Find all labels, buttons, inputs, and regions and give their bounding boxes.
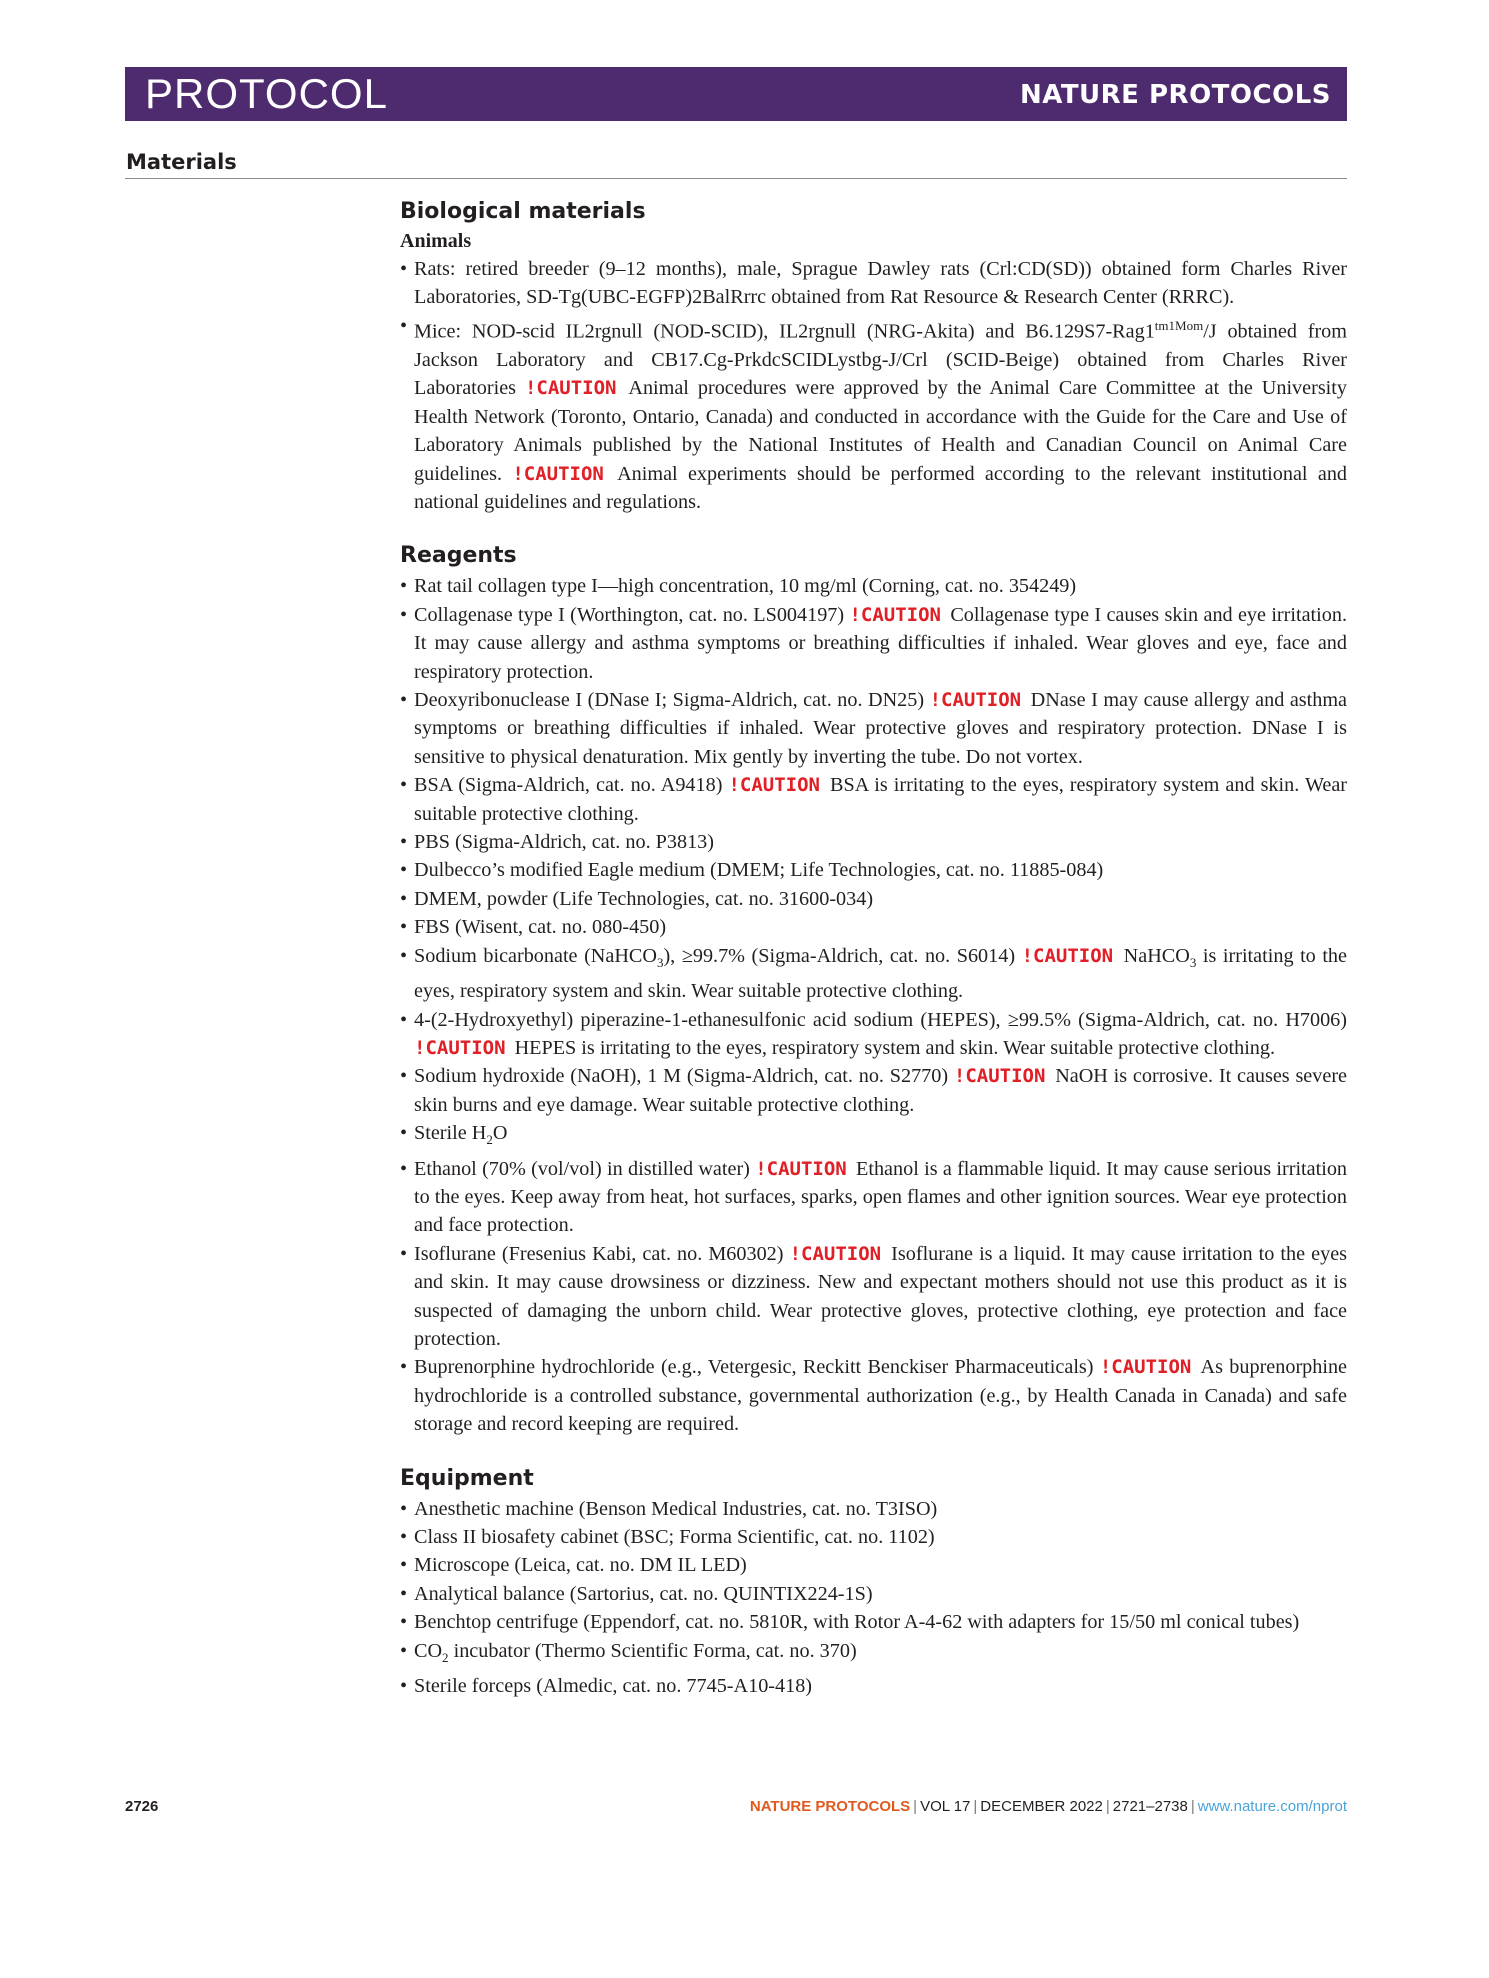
list-item: • Class II biosafety cabinet (BSC; Forma Scientific, cat. no. 1102) bbox=[400, 1523, 1347, 1551]
list-item: • FBS (Wisent, cat. no. 080-450) bbox=[400, 913, 1347, 941]
list-item: • Deoxyribonuclease I (DNase I; Sigma-Aldrich, cat. no. DN25) !CAUTION DNase I may cause allergy and asthma symptoms or breathing difficulties if inhaled. Wear protective gloves and respiratory protection. DNase I is sensitive to physical denaturation. Mix gently by inverting the tube. Do not vortex. bbox=[400, 686, 1347, 771]
list-item: • PBS (Sigma-Aldrich, cat. no. P3813) bbox=[400, 828, 1347, 856]
caution-label: !CAUTION bbox=[728, 774, 820, 797]
caution-label: !CAUTION bbox=[1021, 944, 1114, 967]
footer-volume: VOL 17 bbox=[920, 1798, 971, 1815]
list-item: • Analytical balance (Sartorius, cat. no. QUINTIX224-1S) bbox=[400, 1580, 1347, 1608]
list-item: • Sodium bicarbonate (NaHCO$_3$), ≥99.7% (Sigma-Aldrich, cat. no. S6014) !CAUTION NaHCO$_3$ is irritating to the eyes, respiratory system and skin. Wear suitable protective clothing. bbox=[400, 942, 1347, 1006]
list-item: • DMEM, powder (Life Technologies, cat. no. 31600-034) bbox=[400, 885, 1347, 913]
list-item: • Rat tail collagen type I—high concentration, 10 mg/ml (Corning, cat. no. 354249) bbox=[400, 572, 1347, 600]
reagents-list bbox=[400, 572, 1347, 1438]
list-item: • Microscope (Leica, cat. no. DM IL LED) bbox=[400, 1551, 1347, 1579]
footer-pages: 2721–2738 bbox=[1112, 1798, 1188, 1815]
animals-list bbox=[400, 255, 1347, 516]
caution-label: !CAUTION bbox=[953, 1065, 1046, 1088]
journal-name-label: NATURE PROTOCOLS bbox=[1019, 80, 1331, 110]
footer-date: DECEMBER 2022 bbox=[980, 1798, 1103, 1815]
header-banner bbox=[125, 67, 1347, 121]
list-item: • Rats: retired breeder (9–12 months), male, Sprague Dawley rats (Crl:CD(SD)) obtained form Charles River Laboratories, SD-Tg(UBC-EGFP)2BalRrrc obtained from Rat Resource & Research Center (RRRC). bbox=[400, 255, 1347, 312]
list-item: • 4-(2-Hydroxyethyl) piperazine-1-ethanesulfonic acid sodium (HEPES), ≥99.5% (Sigma-Aldrich, cat. no. H7006) !CAUTION HEPES is irritating to the eyes, respiratory system and skin. Wear suitable protective clothing. bbox=[400, 1006, 1347, 1063]
caution-label: !CAUTION bbox=[414, 1036, 506, 1059]
list-item: • $CO_2$ incubator (Thermo Scientific Forma, cat. no. 370) bbox=[400, 1637, 1347, 1672]
caution-label: !CAUTION bbox=[789, 1242, 882, 1265]
list-item: • Ethanol (70% (vol/vol) in distilled water) !CAUTION Ethanol is a flammable liquid. It may cause serious irritation to the eyes. Keep away from heat, hot surfaces, sparks, open flames and other ignition sources. Wear eye protection and face protection. bbox=[400, 1155, 1347, 1240]
equipment-list bbox=[400, 1495, 1347, 1701]
list-item: • Buprenorphine hydrochloride (e.g., Vetergesic, Reckitt Benckiser Pharmaceuticals) !CAUTION As buprenorphine hydrochloride is a controlled substance, governmental authorization (e.g., by Health Canada in Canada) and safe storage and record keeping are required. bbox=[400, 1353, 1347, 1438]
list-item: • Collagenase type I (Worthington, cat. no. LS004197) !CAUTION Collagenase type I causes skin and eye irritation. It may cause allergy and asthma symptoms or breathing difficulties if inhaled. Wear gloves and eye, face and respiratory protection. bbox=[400, 601, 1347, 686]
footer-journal: NATURE PROTOCOLS bbox=[749, 1798, 911, 1815]
caution-label: !CAUTION bbox=[524, 377, 617, 400]
list-item: • Benchtop centrifuge (Eppendorf, cat. no. 5810R, with Rotor A-4-62 with adapters for 15/50 ml conical tubes) bbox=[400, 1608, 1347, 1636]
list-item: • Sterile $H_2O$ bbox=[400, 1119, 1347, 1154]
list-item: • Sodium hydroxide (NaOH), 1 M (Sigma-Aldrich, cat. no. S2770) !CAUTION NaOH is corrosive. It causes severe skin burns and eye damage. Wear suitable protective clothing. bbox=[400, 1062, 1347, 1119]
list-item: • BSA (Sigma-Aldrich, cat. no. A9418) !CAUTION BSA is irritating to the eyes, respiratory system and skin. Wear suitable protective clothing. bbox=[400, 771, 1347, 828]
caution-label: !CAUTION bbox=[929, 689, 1022, 712]
list-item: • Anesthetic machine (Benson Medical Industries, cat. no. T3ISO) bbox=[400, 1495, 1347, 1523]
materials-heading: Materials bbox=[126, 150, 237, 174]
reagents-heading: Reagents bbox=[400, 543, 517, 569]
list-item: • Sterile forceps (Almedic, cat. no. 7745-A10-418) bbox=[400, 1672, 1347, 1700]
list-item: • Isoflurane (Fresenius Kabi, cat. no. M60302) !CAUTION Isoflurane is a liquid. It may cause irritation to the eyes and skin. It may cause drowsiness or dizziness. New and expectant mothers should not use this product as it is suspected of damaging the unborn child. Wear protective gloves, protective clothing, eye protection and face protection. bbox=[400, 1240, 1347, 1354]
footer-url[interactable]: www.nature.com/nprot bbox=[1197, 1798, 1347, 1815]
page-footer bbox=[125, 1798, 1347, 1822]
materials-content bbox=[400, 196, 1347, 1701]
citation: NATURE PROTOCOLS | VOL 17 | DECEMBER 2022 | 2721–2738 | www.nature.com/nprot bbox=[749, 1798, 1347, 1815]
caution-label: !CAUTION bbox=[755, 1157, 847, 1180]
caution-label: !CAUTION bbox=[512, 462, 604, 485]
caution-label: !CAUTION bbox=[849, 603, 941, 626]
list-item: • Dulbecco’s modified Eagle medium (DMEM; Life Technologies, cat. no. 11885-084) bbox=[400, 856, 1347, 884]
section-divider bbox=[125, 178, 1347, 179]
list-item: • Mice: NOD-scid IL2rgnull (NOD-SCID), IL2rgnull (NRG-Akita) and $B6.129S7-Rag1^{tm1Mom}/J$ obtained from Jackson Laboratory and CB17.Cg-PrkdcSCIDLystbg-J/Crl (SCID-Beige) obtained from Charles River Laboratories !CAUTION Animal procedures were approved by the Animal Care Committee at the University Health Network (Toronto, Ontario, Canada) and conducted in accordance with the Guide for the Care and Use of Laboratory Animals published by the National Institutes of Health and Canadian Council on Animal Care guidelines. !CAUTION Animal experiments should be performed according to the relevant institutional and national guidelines and regulations. bbox=[400, 312, 1347, 517]
biological-materials-heading: Biological materials bbox=[400, 199, 646, 224]
page-number: 2726 bbox=[125, 1798, 159, 1815]
equipment-heading: Equipment bbox=[400, 1465, 534, 1491]
animals-heading: Animals bbox=[400, 230, 472, 252]
caution-label: !CAUTION bbox=[1099, 1356, 1192, 1379]
section-type-label: PROTOCOL bbox=[145, 70, 388, 117]
